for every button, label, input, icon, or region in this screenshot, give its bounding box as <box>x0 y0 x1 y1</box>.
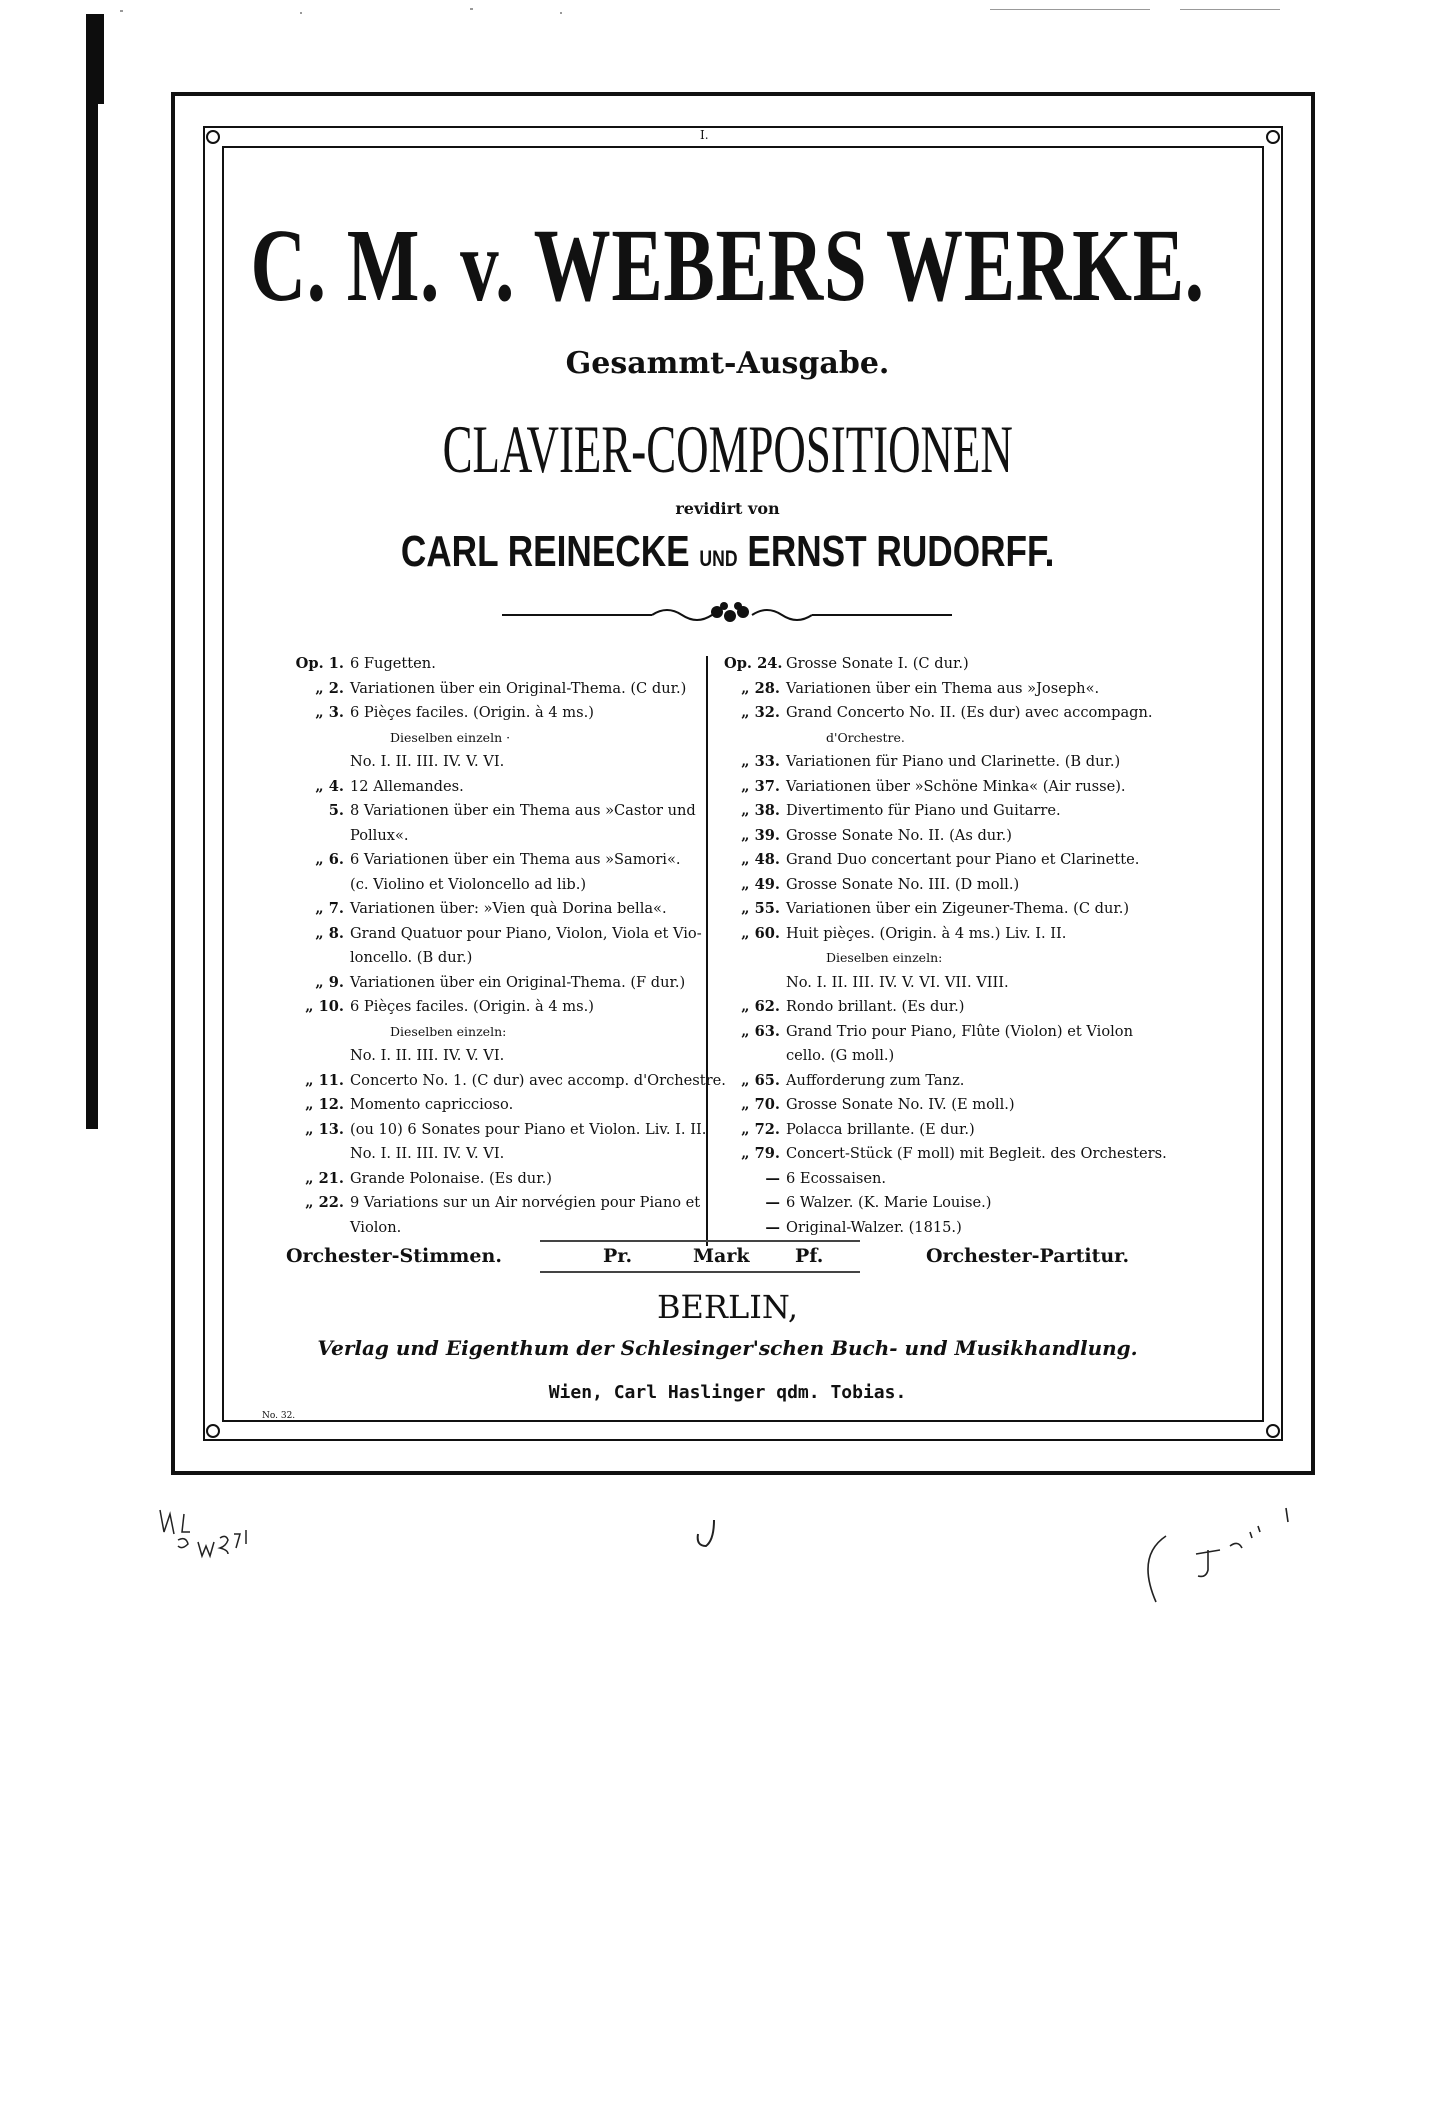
work-entry <box>288 701 708 726</box>
work-entry <box>724 922 1144 947</box>
work-title: 8 Variationen über ein Thema aus »Castor und <box>350 802 696 819</box>
work-title: 12 Allemandes. <box>350 777 464 795</box>
work-title: 6 Walzer. (K. Marie Louise.) <box>786 1194 992 1211</box>
work-entry <box>288 971 708 996</box>
binding-strip <box>86 14 98 1129</box>
opus-number: 5. <box>328 802 344 819</box>
work-entry <box>724 1093 1144 1118</box>
work-entry <box>724 1216 1144 1241</box>
handwritten-annotation <box>1126 1502 1306 1612</box>
work-title: Grand Quatuor pour Piano, Violon, Viola et Vio- <box>350 924 702 942</box>
work-entry <box>724 1142 1167 1167</box>
vienna-agent-line: Wien, Carl Haslinger qdm. Tobias. <box>548 1382 907 1403</box>
opus-number: „ 60. <box>741 924 780 942</box>
work-entry <box>724 726 1144 751</box>
orchestra-score-label: Orchester-Partitur. <box>926 1245 1130 1267</box>
editors-line <box>146 527 1310 577</box>
work-entry <box>288 946 708 971</box>
opus-number <box>288 726 350 751</box>
work-title: 6 Variationen über ein Thema aus »Samori«. <box>350 851 681 868</box>
work-title: Variationen über ein Thema aus »Joseph«. <box>786 679 1100 697</box>
work-entry <box>288 1044 708 1069</box>
work-entry <box>724 750 1144 775</box>
work-title: Rondo brillant. (Es dur.) <box>786 998 965 1015</box>
opus-number: „ 2. <box>315 679 344 697</box>
work-entry <box>724 652 1144 677</box>
opus-number <box>724 726 786 751</box>
frame-corner-ornament <box>1266 130 1280 144</box>
work-title: 6 Ecossaisen. <box>786 1169 887 1187</box>
work-entry <box>724 701 1153 726</box>
opus-number: „ 65. <box>741 1071 780 1089</box>
work-title: (c. Violino et Violoncello ad lib.) <box>350 875 587 893</box>
work-entry <box>288 995 708 1020</box>
scan-edge-specks <box>0 0 1455 20</box>
work-title: No. I. II. III. IV. V. VI. <box>350 1047 505 1064</box>
frame-corner-ornament <box>1266 1424 1280 1438</box>
plate-number: No. 32. <box>262 1411 296 1421</box>
currency-mark-label: Mark <box>693 1245 750 1267</box>
works-list-left <box>288 652 726 1240</box>
handwritten-shelfmark <box>150 1500 270 1590</box>
work-title: Grosse Sonate No. IV. (E moll.) <box>786 1096 1015 1113</box>
opus-number: — <box>765 1218 780 1236</box>
opus-number: „ 38. <box>741 802 780 819</box>
work-title: Dieselben einzeln: <box>390 1023 507 1039</box>
opus-number: „ 9. <box>315 973 344 991</box>
work-title: Grand Concerto No. II. (Es dur) avec accompagn. <box>786 704 1153 721</box>
work-entry <box>288 652 708 677</box>
work-entry <box>288 1118 708 1143</box>
opus-number: „ 12. <box>305 1096 344 1113</box>
editor-conjunction: UND <box>699 546 738 571</box>
work-entry <box>288 1093 708 1118</box>
opus-number: „ 3. <box>315 704 344 721</box>
opus-number: Op. 24. <box>724 655 783 672</box>
opus-number: „ 7. <box>315 900 344 917</box>
work-title: Grand Trio pour Piano, Flûte (Violon) et Violon <box>786 1022 1133 1040</box>
work-title: No. I. II. III. IV. V. VI. <box>350 1145 505 1162</box>
work-title: Grosse Sonate No. III. (D moll.) <box>786 875 1020 893</box>
work-entry <box>288 848 708 873</box>
opus-number: „ 6. <box>315 851 344 868</box>
work-title: loncello. (B dur.) <box>350 949 473 966</box>
opus-number: — <box>765 1169 780 1187</box>
publisher-city: BERLIN, <box>657 1288 798 1326</box>
price-rule <box>540 1240 860 1242</box>
opus-number: „ 28. <box>741 679 780 697</box>
work-title: Concert-Stück (F moll) mit Begleit. des Orchesters. <box>786 1145 1167 1162</box>
work-title: cello. (G moll.) <box>786 1047 895 1064</box>
opus-number: „ 49. <box>741 875 780 893</box>
work-title: Variationen über: »Vien quà Dorina bella«. <box>350 900 667 917</box>
work-entry <box>724 1191 1144 1216</box>
currency-pfennig-label: Pf. <box>795 1245 824 1267</box>
work-title: Grosse Sonate No. II. (As dur.) <box>786 826 1012 844</box>
work-title: 9 Variations sur un Air norvégien pour Piano et <box>350 1194 701 1211</box>
work-entry <box>724 946 1144 971</box>
work-entry <box>724 873 1144 898</box>
opus-number: „ 32. <box>741 704 780 721</box>
work-title: Momento capriccioso. <box>350 1096 514 1113</box>
work-entry <box>288 1167 708 1192</box>
work-title: No. I. II. III. IV. V. VI. <box>350 753 505 770</box>
work-entry <box>288 677 708 702</box>
opus-number: „ 8. <box>315 924 344 942</box>
volume-mark: I. <box>700 128 709 142</box>
work-title: 6 Fugetten. <box>350 655 436 672</box>
opus-number: „ 22. <box>305 1194 344 1211</box>
work-entry <box>724 897 1144 922</box>
opus-number: „ 63. <box>741 1022 780 1040</box>
flourish-ornament-icon <box>502 600 952 630</box>
work-entry <box>288 873 708 898</box>
work-title: Dieselben einzeln · <box>390 729 511 745</box>
opus-number: „ 13. <box>305 1120 344 1138</box>
opus-number: „ 72. <box>741 1120 780 1138</box>
work-title: Pollux«. <box>350 826 409 844</box>
work-title: Grande Polonaise. (Es dur.) <box>350 1169 552 1187</box>
handwritten-check-mark <box>692 1516 722 1552</box>
work-entry <box>724 1020 1144 1045</box>
work-title: No. I. II. III. IV. V. VI. VII. VIII. <box>786 973 1009 991</box>
publisher-line: Verlag und Eigenthum der Schlesinger'schen Buch- und Musikhandlung. <box>317 1336 1138 1360</box>
opus-number: „ 79. <box>741 1145 780 1162</box>
subtitle: Gesammt-Ausgabe. <box>565 346 890 381</box>
opus-number: „ 10. <box>305 998 344 1015</box>
work-title: Divertimento für Piano und Guitarre. <box>786 802 1061 819</box>
work-title: Polacca brillante. (E dur.) <box>786 1120 975 1138</box>
opus-number <box>288 1020 350 1045</box>
work-title: d'Orchestre. <box>826 729 905 745</box>
frame-corner-ornament <box>206 1424 220 1438</box>
work-title: Violon. <box>350 1218 402 1236</box>
work-title: Original-Walzer. (1815.) <box>786 1218 962 1236</box>
work-entry <box>724 995 1144 1020</box>
editor-1: CARL REINECKE <box>400 527 690 576</box>
opus-number: „ 62. <box>741 998 780 1015</box>
work-title: 6 Pièçes faciles. (Origin. à 4 ms.) <box>350 998 594 1015</box>
work-title: 6 Pièçes faciles. (Origin. à 4 ms.) <box>350 704 594 721</box>
work-entry <box>288 897 708 922</box>
work-title: Aufforderung zum Tanz. <box>786 1071 965 1089</box>
opus-number: Op. 1. <box>295 655 344 672</box>
work-entry <box>288 750 708 775</box>
work-entry <box>724 971 1144 996</box>
opus-number: „ 48. <box>741 851 780 868</box>
binding-strip-edge <box>96 14 104 104</box>
work-title: Huit pièçes. (Origin. à 4 ms.) Liv. I. II. <box>786 924 1067 942</box>
price-rule <box>540 1271 860 1273</box>
work-entry <box>724 1118 1144 1143</box>
price-label: Pr. <box>603 1245 633 1267</box>
work-title: Dieselben einzeln: <box>826 950 943 965</box>
work-entry <box>288 1191 708 1216</box>
work-title: Variationen über ein Original-Thema. (F dur.) <box>350 973 686 991</box>
opus-number: „ 70. <box>741 1096 780 1113</box>
work-entry <box>724 799 1144 824</box>
work-entry <box>288 1216 708 1241</box>
opus-number: — <box>765 1194 780 1211</box>
page-title: C. M. v. WEBERS WERKE. <box>250 208 1205 323</box>
work-title: Grand Duo concertant pour Piano et Clarinette. <box>786 851 1140 868</box>
work-entry <box>724 1167 1144 1192</box>
section-title: CLAVIER-COMPOSITIONEN <box>442 411 1013 487</box>
editor-2: ERNST RUDORFF. <box>747 527 1055 576</box>
opus-number: „ 37. <box>741 777 780 795</box>
opus-number: „ 4. <box>315 777 344 795</box>
work-entry <box>288 1020 708 1045</box>
work-title: Variationen über ein Original-Thema. (C dur.) <box>350 679 687 697</box>
work-entry <box>288 799 708 824</box>
work-entry <box>724 677 1144 702</box>
work-entry <box>288 726 708 751</box>
work-entry <box>724 824 1144 849</box>
opus-number <box>724 946 786 971</box>
work-entry <box>288 1069 726 1094</box>
revised-by-label: revidirt von <box>675 499 780 518</box>
frame-corner-ornament <box>206 130 220 144</box>
opus-number: „ 39. <box>741 826 780 844</box>
work-entry <box>724 1044 1144 1069</box>
work-entry <box>288 775 708 800</box>
work-title: Variationen über »Schöne Minka« (Air russe). <box>786 777 1126 795</box>
work-entry <box>724 1069 1144 1094</box>
work-entry <box>288 922 708 947</box>
opus-number: „ 21. <box>305 1169 344 1187</box>
work-title: Concerto No. 1. (C dur) avec accomp. d'Orchestre. <box>350 1071 726 1089</box>
work-title: (ou 10) 6 Sonates pour Piano et Violon. Liv. I. II. <box>350 1120 707 1138</box>
works-list-right <box>724 652 1167 1240</box>
work-title: Grosse Sonate I. (C dur.) <box>786 655 969 672</box>
opus-number: „ 55. <box>741 900 780 917</box>
orchestra-parts-label: Orchester-Stimmen. <box>286 1245 502 1267</box>
work-entry <box>724 775 1144 800</box>
work-title: Variationen über ein Zigeuner-Thema. (C dur.) <box>786 900 1130 917</box>
work-entry <box>724 848 1144 873</box>
opus-number: „ 11. <box>305 1071 344 1089</box>
work-entry <box>288 824 708 849</box>
work-entry <box>288 1142 708 1167</box>
work-title: Variationen für Piano und Clarinette. (B dur.) <box>786 753 1121 770</box>
opus-number: „ 33. <box>741 753 780 770</box>
